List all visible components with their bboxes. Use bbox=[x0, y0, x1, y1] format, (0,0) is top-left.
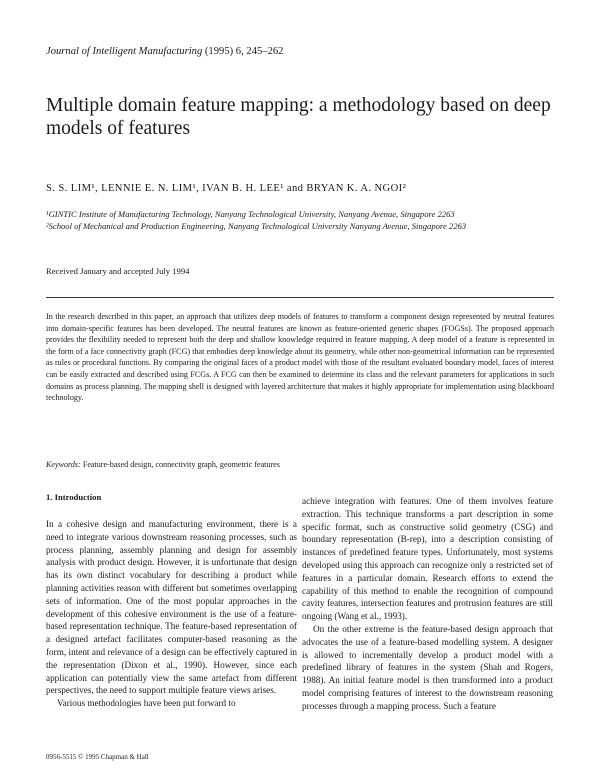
paragraph: In a cohesive design and manufacturing environment, there is a need to integrate various downstream reasoning processes, such as process planning, assembly planning and design for assembly analysis with product design. However, it is unfortunate that design has its own distinct vocabulary for describing a product while planning activities reason with different but sometimes overlapping sets of information. One of the most popular approaches in the development of this cohesive environment is the use of a feature-based representation technique. The feature-based representation of a designed artefact facilitates computer-based reasoning as the form, intent and relevance of a design can be effectively captured in the representation (Dixon et al., 1990). However, since each application can potentially view the same artefact from different perspectives, the need to support multiple feature views arises. bbox=[46, 519, 297, 696]
journal-name: Journal of Intelligent Manufacturing bbox=[46, 46, 203, 57]
journal-details: (1995) 6, 245–262 bbox=[204, 46, 284, 57]
body-column-left bbox=[46, 518, 297, 710]
paragraph: achieve integration with features. One of them involves feature extraction. This technique transforms a part description in some specific format, such as constructive solid geometry (CSG) and boundary representation (B-rep), into a description consisting of instances of predefined feature types. Unfortunately, most systems developed using this approach can recognize only a restricted set of features in a particular domain. Research efforts to extend the capability of this method to enable the recognition of compound cavity features, intersection features and protrusion features are still ongoing (Wang et al., 1993). bbox=[302, 496, 553, 622]
author-list: S. S. LIM¹, LENNIE E. N. LIM¹, IVAN B. H. LEE¹ and BRYAN K. A. NGOI² bbox=[46, 183, 407, 194]
journal-citation bbox=[46, 46, 283, 57]
keywords bbox=[46, 460, 554, 469]
copyright-notice: 0956-5515 © 1995 Chapman & Hall bbox=[46, 753, 149, 761]
affiliations bbox=[46, 209, 556, 233]
body-column-right bbox=[302, 495, 553, 713]
affiliation-2: ²School of Mechanical and Production Engineering, Nanyang Technological University Nanyang Avenue, Singapore 2263 bbox=[46, 220, 467, 231]
section-heading-introduction: 1. Introduction bbox=[46, 492, 102, 502]
paragraph: Various methodologies have been put forward to bbox=[57, 698, 236, 709]
header-divider bbox=[46, 297, 554, 298]
paper-title: Multiple domain feature mapping: a methodology based on deep models of features bbox=[46, 95, 551, 139]
keywords-list: Feature-based design, connectivity graph, geometric features bbox=[82, 460, 280, 469]
keywords-label: Keywords: bbox=[46, 460, 81, 469]
affiliation-1: ¹GINTIC Institute of Manufacturing Technology, Nanyang Technological University, Nanyang Avenue, Singapore 2263 bbox=[46, 209, 455, 219]
paragraph: On the other extreme is the feature-based design approach that advocates the use of a feature-based modelling system. A designer is allowed to incrementally develop a product model with a predefined library of features in the system (Shah and Rogers, 1988). An initial feature model is then transformed into a product model comprising features of interest to the downstream reasoning processes through a mapping process. Such a feature bbox=[302, 623, 553, 711]
received-date: Received January and accepted July 1994 bbox=[46, 266, 190, 276]
abstract: In the research described in this paper, an approach that utilizes deep models of features to transform a component design represented by neutral features into domain-specific features has been developed. The neutral features are known as feature-oriented generic shapes (FOGSs). The proposed approach provides the flexibility needed to represent both the deep and shallow knowledge required in feature mapping. A deep model of a feature is represented in the form of a face connectivity graph (FCG) that embodies deep knowledge about its geometry, while other non-geometrical information can be represented as rules or procedural functions. By comparing the original faces of a product model with those of the resultant evaluated boundary model, faces of interest can be easily extracted and described using FCGs. A FCG can then be examined to determine its class and the relevant parameters for applications in such domains as process planning. The mapping shell is designed with layered architecture that makes it highly appropriate for implementation using blackboard technology. bbox=[46, 312, 554, 403]
